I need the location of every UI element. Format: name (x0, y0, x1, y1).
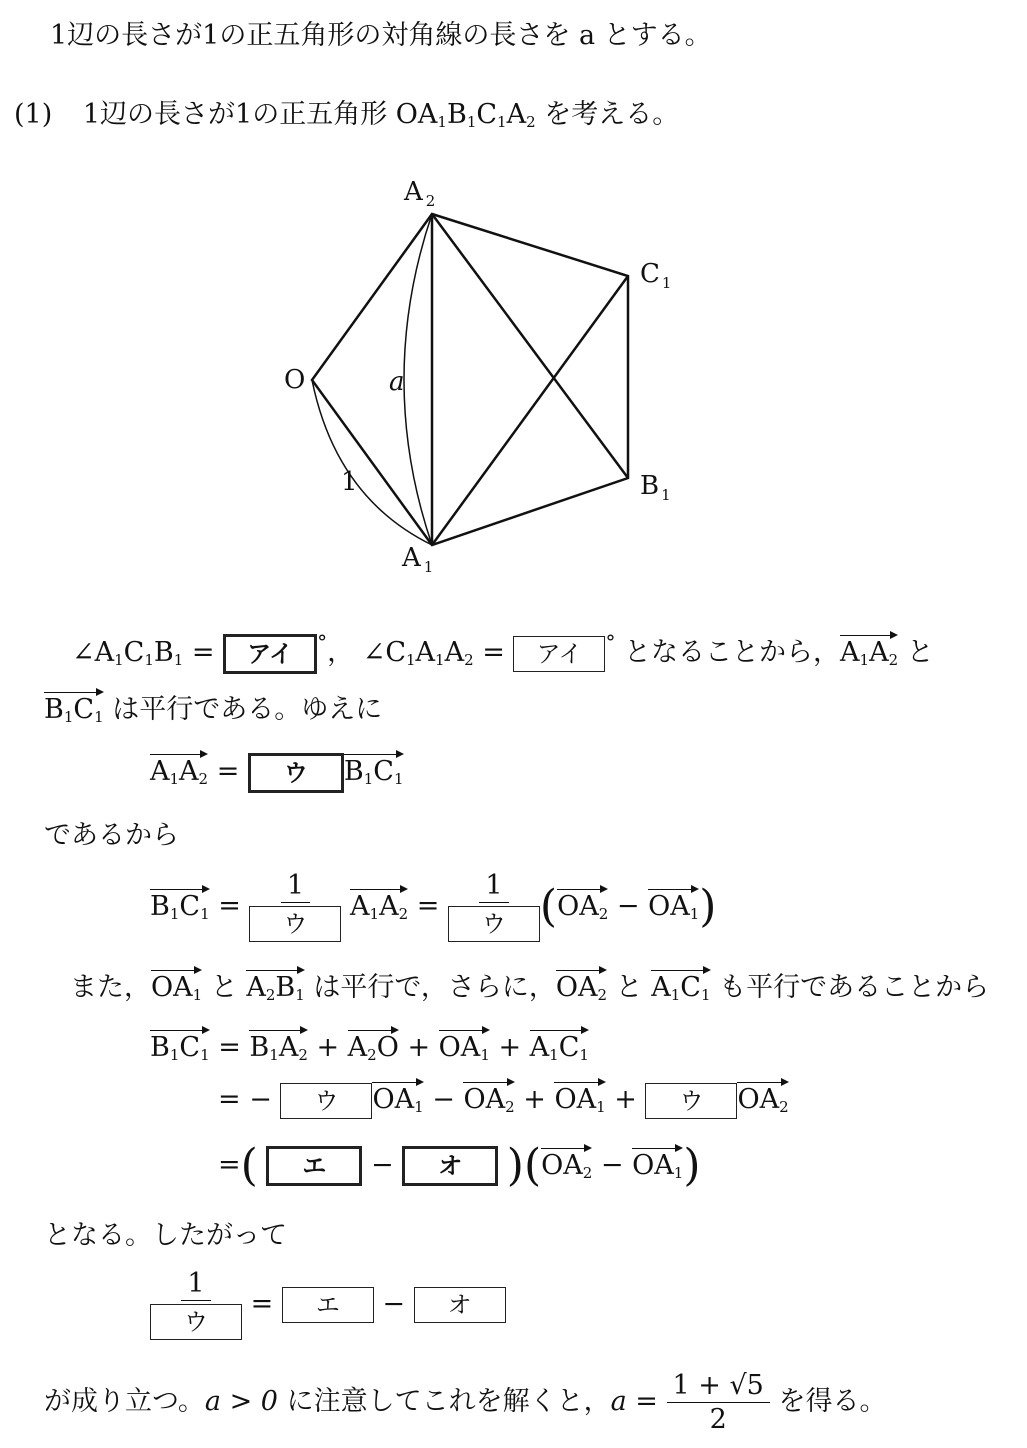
fraction-one-over-u-2: $\frac{1}{\text{ウ}}$ (448, 872, 540, 942)
intro-text: 1辺の長さが1の正五角形の対角線の長さを a とする。 (50, 20, 712, 51)
eq-a1a2: $A_1A_2$ = ウ $B_1C_1$ (150, 752, 404, 793)
answer-box-u: ウ (248, 753, 344, 793)
answer-box-ai-ref: アイ (513, 636, 605, 672)
pentagon-figure (0, 0, 1027, 600)
diagonal-a1-c1 (432, 276, 628, 545)
eq-b1c1-sum: $B_1C_1 = B_1A_2 + A_2O + OA_1 + A_1C_1$ (150, 1028, 589, 1063)
eq-b1c1-fraction: $B_1C_1$ = $\frac{1}{\text{ウ}}$ $A_1A_2$ = $\frac{1}{\text{ウ}}$ $(OA_2 - OA_1)$ (150, 872, 716, 942)
angle-line: $\angle A_1C_1B_1$ = アイ °， $\angle C_1A_1A_2$ = アイ ° となることから，$A_1A_2$ と (72, 632, 934, 674)
label-one-side: 1 (341, 467, 358, 497)
label-b1: B $_1$ (640, 471, 671, 504)
label-a-diagonal: a (389, 367, 405, 397)
part1-text: 1辺の長さが1の正五角形 $OA_1B_1C_1A_2$ を考える。 (82, 99, 680, 131)
label-a2: A $_2$ (404, 177, 436, 210)
diagonal-a2-b1 (432, 214, 628, 478)
answer-box-ai: アイ (223, 634, 317, 674)
part1-number: (1) (14, 99, 53, 130)
de-aru-kara: であるから (44, 820, 179, 851)
label-o: O (284, 365, 306, 395)
arc-a (404, 214, 432, 545)
label-c1: C $_1$ (640, 259, 672, 292)
fraction-one-over-u: $\frac{1}{\text{ウ}}$ (249, 872, 341, 942)
answer-box-u-ref: ウ (249, 906, 341, 942)
answer-box-o: オ (402, 1146, 498, 1186)
pentagon-lines (312, 214, 628, 545)
to-naru-line: となる。したがって (44, 1220, 287, 1251)
answer-box-u-ref-3: ウ (280, 1083, 372, 1119)
parallel-line: $B_1C_1$ は平行である。ゆえに (44, 690, 382, 725)
conclusion-line: が成り立つ。a > 0 に注意してこれを解くと，a = $\frac{1 + √5}{2}$ を得る。 (44, 1370, 887, 1435)
answer-box-e: エ (266, 1146, 362, 1186)
answer-box-u-ref-5: ウ (150, 1304, 242, 1340)
measure-arcs (312, 214, 432, 545)
eq-factored: =( エ − オ )$(OA_2 - OA_1)$ (218, 1140, 701, 1191)
label-a1: A $_1$ (402, 543, 434, 576)
answer-box-u-ref-2: ウ (448, 906, 540, 942)
answer-box-u-ref-4: ウ (645, 1083, 737, 1119)
answer-box-e-ref: エ (282, 1287, 374, 1323)
fraction-golden-ratio: $\frac{1 + √5}{2}$ (667, 1372, 770, 1433)
eq-final: $\frac{1}{\text{ウ}}$ = エ − オ (150, 1270, 506, 1340)
eq-expand: = − ウ $OA_1 - OA_2 + OA_1$ + ウ $OA_2$ (218, 1080, 789, 1119)
answer-box-o-ref: オ (414, 1287, 506, 1323)
mata-line: また，$OA_1$ と $A_2B_1$ は平行で，さらに，$OA_2$ と $A_1C_1$ も平行であることから (70, 968, 989, 1003)
fraction-final: $\frac{1}{\text{ウ}}$ (150, 1270, 242, 1340)
